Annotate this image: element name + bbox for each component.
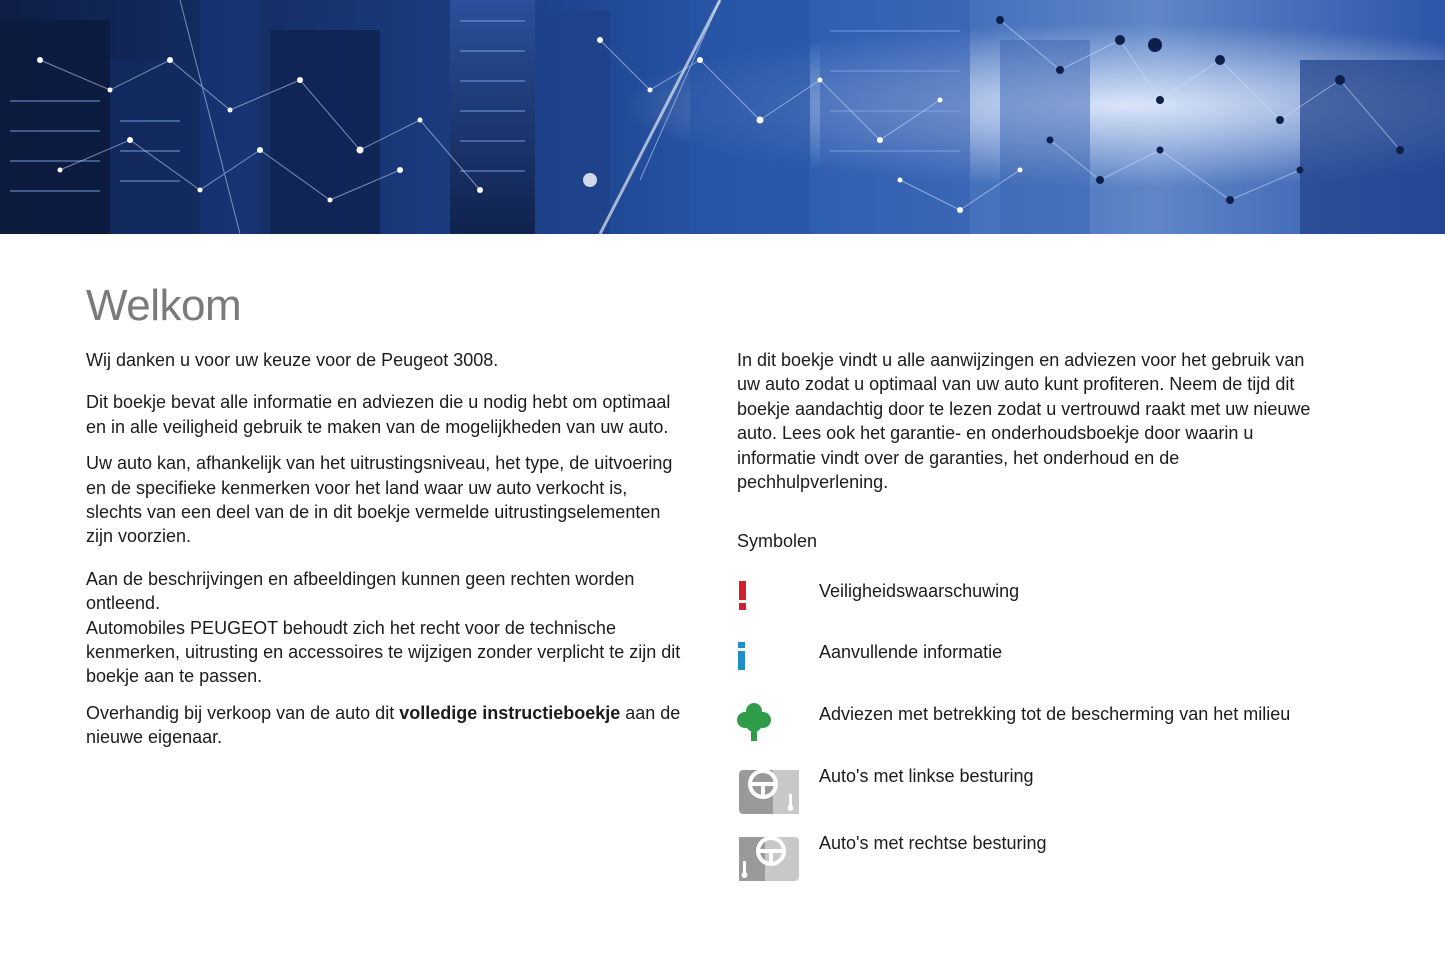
- handover-text-bold: volledige instructieboekje: [399, 702, 621, 723]
- right-column: [737, 348, 1317, 494]
- symbol-row-environment: [737, 702, 1357, 732]
- symbol-label-right-hand-drive: Auto's met rechtse besturing: [819, 833, 1047, 853]
- page-title: Welkom: [86, 281, 242, 330]
- symbol-row-warning: [737, 579, 1357, 609]
- tree-icon: [737, 702, 771, 742]
- disclaimer-paragraph: Aan de beschrijvingen en afbeeldingen kunnen geen rechten worden ontleend.: [86, 568, 635, 614]
- symbol-label-environment: Adviezen met betrekking tot de bescherming van het milieu: [819, 704, 1291, 724]
- info-paragraph: Dit boekje bevat alle informatie en adviezen die u nodig hebt om optimaal en in alle veiligheid gebruik te maken van de mogelijkheden van uw auto.: [86, 392, 671, 437]
- symbol-row-left-hand-drive: [737, 764, 1357, 816]
- symbol-row-info: [737, 640, 1357, 670]
- warning-exclamation-icon: [737, 579, 749, 611]
- handover-text-start: Overhandig bij verkoop van de auto dit: [86, 702, 400, 723]
- symbol-label-warning: Veiligheidswaarschuwing: [819, 581, 1020, 601]
- equipment-paragraph: Uw auto kan, afhankelijk van het uitrustingsniveau, het type, de uitvoering en de specifieke kenmerken voor het land waar uw auto verkocht is, slechts van een deel van de in dit boekje vermelde uitrustingselementen zijn voorzien.: [86, 453, 673, 547]
- usage-paragraph: In dit boekje vindt u alle aanwijzingen en adviezen voor het gebruik van uw auto zodat u optimaal van uw auto kunt profiteren. Neem de tijd dit boekje aandachtig door te lezen zodat u vertrouwd raakt met uw nieuwe auto. Lees ook het garantie- en onderhoudsboekje door waarin u informatie vindt over de garanties, het onderhoud en de pechhulpverlening.: [737, 350, 1311, 493]
- symbols-heading: Symbolen: [737, 531, 818, 551]
- symbol-label-info: Aanvullende informatie: [819, 642, 1003, 662]
- info-icon: [737, 640, 749, 672]
- handover-paragraph: [86, 701, 686, 750]
- left-column: [86, 348, 686, 750]
- symbol-label-left-hand-drive: Auto's met linkse besturing: [819, 766, 1034, 786]
- header-banner-image: [0, 0, 1445, 234]
- left-hand-drive-icon: [737, 764, 801, 816]
- symbol-row-right-hand-drive: [737, 831, 1357, 883]
- right-hand-drive-icon: [737, 831, 801, 883]
- intro-paragraph: Wij danken u voor uw keuze voor de Peugeot 3008.: [86, 350, 499, 370]
- handover-text-end: aan de nieuwe eigenaar.: [86, 702, 681, 748]
- rights-paragraph: Automobiles PEUGEOT behoudt zich het recht voor de technische kenmerken, uitrusting en accessoires te wijzigen zonder verplicht te zijn dit boekje aan te passen.: [86, 617, 681, 687]
